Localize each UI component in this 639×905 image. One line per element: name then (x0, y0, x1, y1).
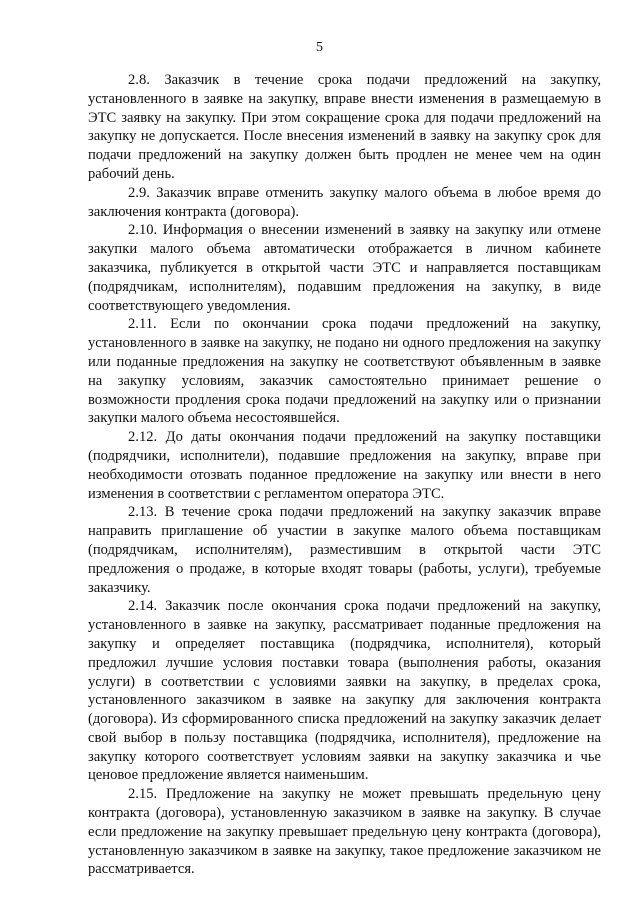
paragraph-2-12: 2.12. До даты окончания подачи предложений на закупку поставщики (подрядчики, исполнители), подавшие предложения на закупку, вправе при необходимости отозвать поданное предложение на закупку или внести в него изменения в соответствии с регламентом оператора ЭТС. (88, 429, 601, 502)
paragraph-2-14: 2.14. Заказчик после окончания срока подачи предложений на закупку, установленного в заявке на закупку, рассматривает поданные предложения на закупку и определяет поставщика (подрядчика, исполнителя), который предложил лучшие условия поставки товара (выполнения работы, оказания услуги) в соответствии с условиями заявки на закупку, в пределах срока, установленного заказчиком в заявке на закупку для заключения контракта (договора). Из сформированного списка предложений на закупку заказчик делает свой выбор в пользу поставщика (подрядчика, исполнителя), предложение на закупку которого соответствует условиям заявки на закупку заказчика и чье ценовое предложение является наименьшим. (88, 598, 601, 784)
paragraph-2-8: 2.8. Заказчик в течение срока подачи предложений на закупку, установленного в заявке на закупку, вправе внести изменения в размещаемую в ЭТС заявку на закупку. При этом сокращение срока для подачи предложений на закупку не допускается. После внесения изменений в заявку на закупку срок для подачи предложений на закупку должен быть продлен не менее чем на один рабочий день. (88, 72, 601, 182)
page-number: 5 (316, 40, 323, 55)
paragraph-2-11: 2.11. Если по окончании срока подачи предложений на закупку, установленного в заявке на закупку, не подано ни одного предложения на закупку или поданные предложения на закупку не соответствуют объявленным в заявке на закупку условиям, заказчик самостоятельно принимает решение о возможности продления срока подачи предложений на закупку или о признании закупки малого объема несостоявшейся. (88, 316, 601, 427)
paragraph-2-10: 2.10. Информация о внесении изменений в заявку на закупку или отмене закупки малого объема автоматически отображается в личном кабинете заказчика, публикуется в открытой части ЭТС и направляется поставщикам (подрядчикам, исполнителям), подавшим предложения на закупку, в виде соответствующего уведомления. (88, 222, 601, 314)
paragraph-2-13: 2.13. В течение срока подачи предложений на закупку заказчик вправе направить приглашение об участии в закупке малого объема поставщикам (подрядчикам, исполнителям), разместившим в открытой части ЭТС предложения о продаже, в которые входят товары (работы, услуги), требуемые заказчику. (88, 504, 601, 596)
paragraph-2-15: 2.15. Предложение на закупку не может превышать предельную цену контракта (договора), установленную заказчиком в заявке на закупку. В случае если предложение на закупку превышает предельную цену контракта (договора), установленную заказчиком в заявке на закупку, такое предложение заказчиком не рассматривается. (88, 786, 601, 878)
document-body (88, 71, 601, 879)
paragraph-2-9: 2.9. Заказчик вправе отменить закупку малого объема в любое время до заключения контракта (договора). (88, 184, 601, 220)
